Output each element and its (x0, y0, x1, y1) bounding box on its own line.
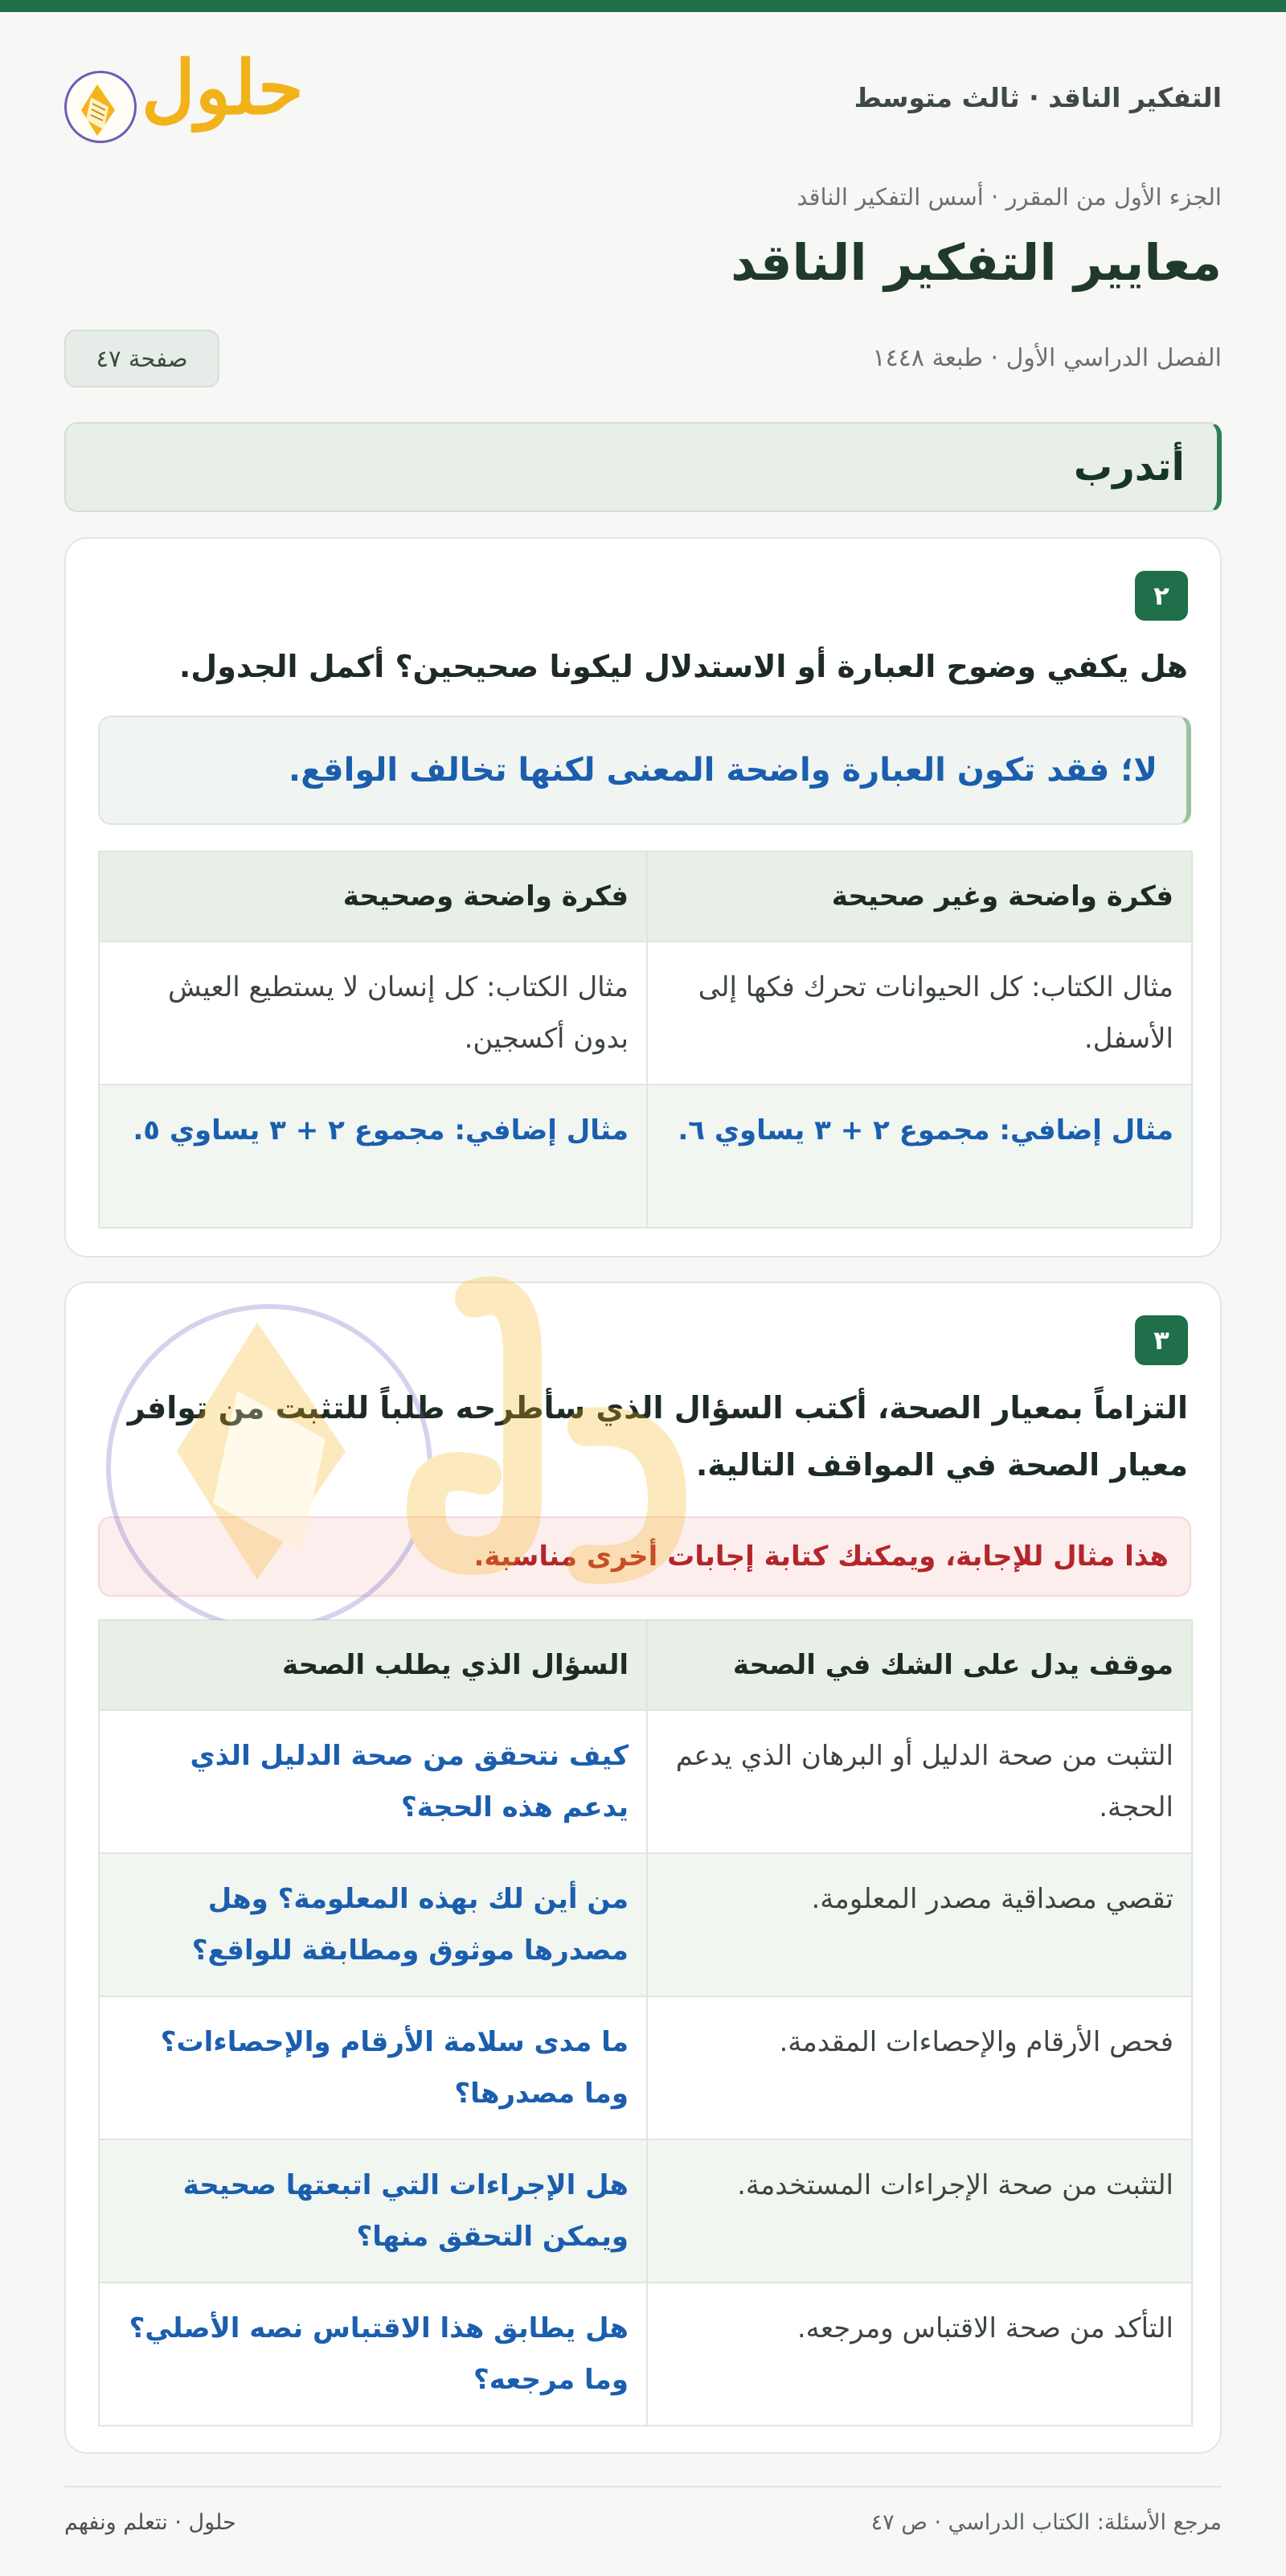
footer-reference: مرجع الأسئلة: الكتاب الدراسي · ص ٤٧ (870, 2510, 1222, 2535)
table-cell: هل الإجراءات التي اتبعتها صحيحة ويمكن التحقق منها؟ (99, 2139, 647, 2283)
answer-box (98, 716, 1191, 825)
accuracy-questions-table (98, 1619, 1193, 2426)
exercise-number-badge: ٢ (1135, 571, 1188, 621)
exercise-question: التزاماً بمعيار الصحة، أكتب السؤال الذي سأطرحه طلباً للتثبت من توافر معيار الصحة في المواقف التالية. (127, 1390, 1188, 1483)
table-header-cell: موقف يدل على الشك في الصحة (647, 1620, 1192, 1710)
hint-note (98, 1516, 1191, 1597)
table-cell: مثال إضافي: مجموع ٢ + ٣ يساوي ٦. (647, 1085, 1192, 1228)
table-row (99, 1085, 1192, 1228)
exercise-question: هل يكفي وضوح العبارة أو الاستدلال ليكونا صحيحين؟ أكمل الجدول. (178, 649, 1188, 684)
table-header-row (99, 1620, 1192, 1710)
footer-brand: حلول · نتعلم ونفهم (64, 2510, 236, 2535)
answer-text: لا؛ فقد تكون العبارة واضحة المعنى لكنها تخالف الواقع. (288, 752, 1157, 789)
exercise-card-1 (64, 537, 1222, 1257)
edition-info: الفصل الدراسي الأول · طبعة ١٤٤٨ (872, 344, 1222, 372)
table-cell: ما مدى سلامة الأرقام والإحصاءات؟ وما مصدرها؟ (99, 1996, 647, 2139)
page-number-badge: صفحة ٤٧ (64, 330, 219, 388)
table-cell: مثال الكتاب: كل إنسان لا يستطيع العيش بدون أكسجين. (99, 941, 647, 1085)
table-row (99, 1996, 1192, 2139)
table-row (99, 1710, 1192, 1853)
table-cell: تقصي مصداقية مصدر المعلومة. (647, 1853, 1192, 1996)
examples-table (98, 851, 1193, 1229)
table-cell: التثبت من صحة الدليل أو البرهان الذي يدعم الحجة. (647, 1710, 1192, 1853)
book-emblem-icon (64, 71, 137, 143)
section-heading (64, 422, 1222, 512)
section-label: أتدرب (1073, 445, 1185, 490)
exercise-number-badge: ٣ (1135, 1315, 1188, 1365)
top-accent-strip (0, 0, 1286, 12)
table-cell: التثبت من صحة الإجراءات المستخدمة. (647, 2139, 1192, 2283)
table-row (99, 1853, 1192, 1996)
table-header-row (99, 851, 1192, 941)
table-cell: التأكد من صحة الاقتباس ومرجعه. (647, 2283, 1192, 2426)
table-header-cell: فكرة واضحة وصحيحة (99, 851, 647, 941)
table-cell: هل يطابق هذا الاقتباس نصه الأصلي؟ وما مرجعه؟ (99, 2283, 647, 2426)
table-cell: مثال الكتاب: كل الحيوانات تحرك فكها إلى الأسفل. (647, 941, 1192, 1085)
exercise-card-2 (64, 1282, 1222, 2454)
table-cell: فحص الأرقام والإحصاءات المقدمة. (647, 1996, 1192, 2139)
brand-logo[interactable] (64, 44, 304, 153)
page-title: معايير التفكير الناقد (731, 233, 1222, 292)
table-header-cell: السؤال الذي يطلب الصحة (99, 1620, 647, 1710)
page-header (64, 44, 1222, 153)
table-cell: من أين لك بهذه المعلومة؟ وهل مصدرها موثوق ومطابقة للواقع؟ (99, 1853, 647, 1996)
table-cell: كيف نتحقق من صحة الدليل الذي يدعم هذه الحجة؟ (99, 1710, 647, 1853)
table-row (99, 941, 1192, 1085)
table-row (99, 2139, 1192, 2283)
table-header-cell: فكرة واضحة وغير صحيحة (647, 851, 1192, 941)
breadcrumb: الجزء الأول من المقرر · أسس التفكير الناقد (797, 183, 1222, 211)
footer-divider (64, 2486, 1222, 2488)
logo-wordmark: حلول (141, 44, 304, 131)
hint-text: هذا مثال للإجابة، ويمكنك كتابة إجابات أخرى مناسبة. (473, 1540, 1169, 1573)
table-cell: مثال إضافي: مجموع ٢ + ٣ يساوي ٥. (99, 1085, 647, 1228)
table-row (99, 2283, 1192, 2426)
course-title: التفكير الناقد · ثالث متوسط (854, 82, 1222, 113)
